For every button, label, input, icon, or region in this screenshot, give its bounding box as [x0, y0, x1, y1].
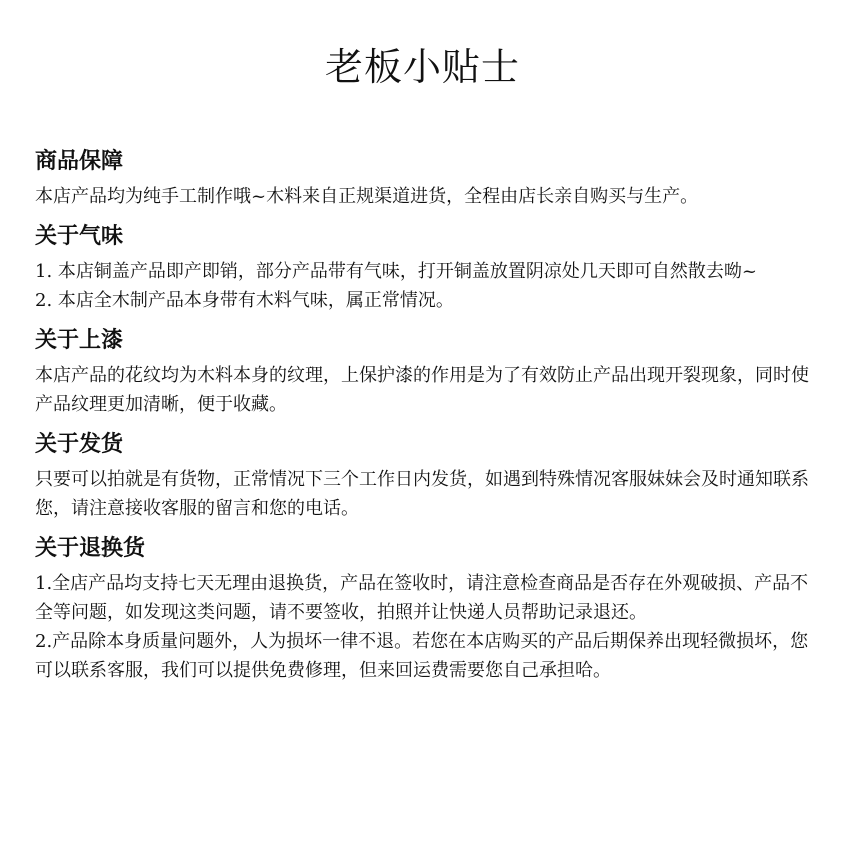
section-about-shipping: [35, 427, 810, 523]
section-about-returns: [35, 531, 810, 685]
sections-container: [35, 144, 810, 685]
section-heading: 商品保障: [35, 148, 124, 174]
paragraph: 1. 本店铜盖产品即产即销，部分产品带有气味，打开铜盖放置阴凉处几天即可自然散去呦~: [35, 261, 757, 282]
section-about-odor: [35, 219, 810, 315]
paragraph: 本店产品均为纯手工制作哦~木料来自正规渠道进货，全程由店长亲自购买与生产。: [35, 186, 699, 207]
section-about-varnish: [35, 323, 810, 419]
section-body: [35, 182, 810, 211]
paragraph: 本店产品的花纹均为木料本身的纹理，上保护漆的作用是为了有效防止产品出现开裂现象，同时使产品纹理更加清晰，便于收藏。: [35, 365, 809, 415]
section-product-guarantee: [35, 144, 810, 211]
section-body: [35, 465, 810, 523]
section-body: [35, 361, 810, 419]
section-heading: 关于退换货: [35, 535, 146, 561]
page-title: 老板小贴士: [324, 45, 520, 89]
section-heading: 关于气味: [35, 223, 124, 249]
section-heading: 关于上漆: [35, 327, 124, 353]
paragraph: 只要可以拍就是有货物，正常情况下三个工作日内发货，如遇到特殊情况客服妹妹会及时通知联系您，请注意接收客服的留言和您的电话。: [35, 469, 809, 519]
section-heading: 关于发货: [35, 431, 124, 457]
section-body: [35, 569, 810, 685]
section-body: [35, 257, 810, 315]
paragraph: 2. 本店全木制产品本身带有木料气味，属正常情况。: [35, 290, 454, 311]
paragraph: 2.产品除本身质量问题外，人为损坏一律不退。若您在本店购买的产品后期保养出现轻微损坏，您可以联系客服，我们可以提供免费修理，但来回运费需要您自己承担哈。: [35, 631, 809, 681]
paragraph: 1.全店产品均支持七天无理由退换货，产品在签收时，请注意检查商品是否存在外观破损、产品不全等问题，如发现这类问题，请不要签收，拍照并让快递人员帮助记录退还。: [35, 573, 809, 623]
